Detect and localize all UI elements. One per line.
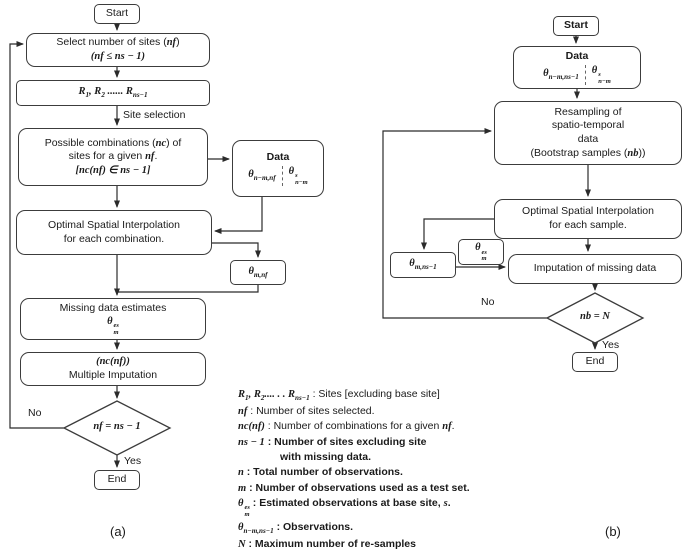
theta-s-nm-symbol-a: θ s n−m <box>288 166 308 186</box>
yes-label-a: Yes <box>124 455 142 467</box>
sites-list-node <box>16 80 210 106</box>
optimal-line1-a: Optimal Spatial Interpolation <box>48 218 180 231</box>
data-title-b: Data <box>565 49 589 62</box>
end-label-b: End <box>585 355 605 368</box>
legend-line-m: m : Number of observations used as a test set. <box>238 481 470 494</box>
select-sites-line1: Select number of sites (nf) <box>56 36 180 49</box>
theta-mnf-node <box>230 260 286 285</box>
start-label-b: Start <box>564 19 588 32</box>
legend-line-ns1: ns − 1 : Number of sites excluding site <box>238 435 427 448</box>
data-node-a <box>232 140 324 197</box>
end-label-a: End <box>107 473 127 486</box>
theta-nm-ns1-symbol: $\theta_{n-m,ns-1}$ <box>543 68 579 82</box>
optimal-interpolation-node-b <box>494 199 682 239</box>
decision-label-a: nf = ns − 1 <box>93 421 141 432</box>
resampling-line1: Resampling of <box>554 105 622 118</box>
arrow-data-to-optimal <box>215 197 262 231</box>
optimal-line2-b: for each sample. <box>549 219 627 231</box>
resampling-line3: data <box>577 133 599 145</box>
select-sites-line2: (nf ≤ ns − 1) <box>90 51 146 62</box>
caption-b: (b) <box>605 524 621 539</box>
start-label-a: Start <box>105 7 129 20</box>
legend-line-theta-obs: $\theta_{n-m,ns-1}$ : Observations. <box>238 520 354 536</box>
legend-line-ncnf: nc(nf) : Number of combinations for a given nf. <box>238 420 455 433</box>
yes-label-b: Yes <box>602 339 620 351</box>
imputation-line1-a: (nc(nf)) <box>96 356 130 368</box>
resampling-node <box>494 101 682 165</box>
theta-es-symbol-b: θ es m <box>475 242 487 263</box>
legend <box>238 388 538 549</box>
caption-a: (a) <box>110 524 126 539</box>
legend-line-sites: $R_1$, $R_2$.... . . $R_{ns-1}$ : Sites [excluding base site] <box>238 388 440 403</box>
combos-line1: Possible combinations (nc) of <box>44 136 182 149</box>
legend-line-nf: nf : Number of sites selected. <box>238 404 375 417</box>
multiple-imputation-node <box>20 352 206 386</box>
data-title-a: Data <box>266 150 290 163</box>
theta-nm-nf-symbol: $\theta_{n-m,nf}$ <box>248 169 276 183</box>
optimal-interpolation-node-a <box>16 210 212 255</box>
data-symbols-b <box>543 64 611 85</box>
combos-line3: [nc(nf) ∈ ns − 1] <box>75 164 151 176</box>
optimal-line2-a: for each combination. <box>63 232 165 245</box>
missing-estimates-node <box>20 298 206 340</box>
theta-es-symbol-a: θ es m <box>107 316 119 336</box>
possible-combinations-node <box>18 128 208 186</box>
legend-line-ns1-cont: with missing data. <box>280 451 372 464</box>
theta-mns1-symbol: $\theta_{m,ns-1}$ <box>409 258 437 272</box>
end-node-b <box>572 352 618 372</box>
arrow-optimal-to-theta-mnf <box>212 243 258 257</box>
imputation-label-b: Imputation of missing data <box>533 262 657 275</box>
select-sites-node <box>26 33 210 67</box>
dashed-divider-b <box>585 65 586 85</box>
missing-line1: Missing data estimates <box>59 301 167 314</box>
resampling-line4: (Bootstrap samples (nb)) <box>530 146 646 159</box>
combos-line2: sites for a given nf. <box>68 150 158 163</box>
theta-es-node-b <box>458 239 504 265</box>
no-label-a: No <box>28 407 42 419</box>
theta-s-nm-symbol-b: θ s n−m <box>591 65 611 85</box>
optimal-line1-b: Optimal Spatial Interpolation <box>522 205 654 218</box>
legend-line-theta-es: θ es m : Estimated observations at base site, s. <box>238 497 451 518</box>
data-node-b <box>513 46 641 89</box>
dashed-divider-a <box>282 166 283 186</box>
legend-line-n: n : Total number of observations. <box>238 466 403 479</box>
resampling-line2: spatio-temporal <box>551 119 625 132</box>
theta-mns1-node <box>390 252 456 278</box>
line-theta-mnf-to-spine <box>118 285 258 292</box>
no-label-b: No <box>481 296 495 308</box>
theta-mnf-symbol: $\theta_{m,nf}$ <box>248 265 268 279</box>
end-node-a <box>94 470 140 490</box>
site-selection-label: Site selection <box>123 109 186 121</box>
sites-list-label: $R_1$, $R_2$ ...... $R_{ns-1}$ <box>78 86 148 100</box>
imputation-node-b <box>508 254 682 284</box>
data-symbols-a <box>248 165 307 186</box>
decision-label-b: nb = N <box>580 311 610 322</box>
start-node-a <box>94 4 140 24</box>
legend-line-N: N : Maximum number of re-samples <box>238 537 416 549</box>
start-node-b <box>553 16 599 36</box>
imputation-line2-a: Multiple Imputation <box>68 369 158 381</box>
